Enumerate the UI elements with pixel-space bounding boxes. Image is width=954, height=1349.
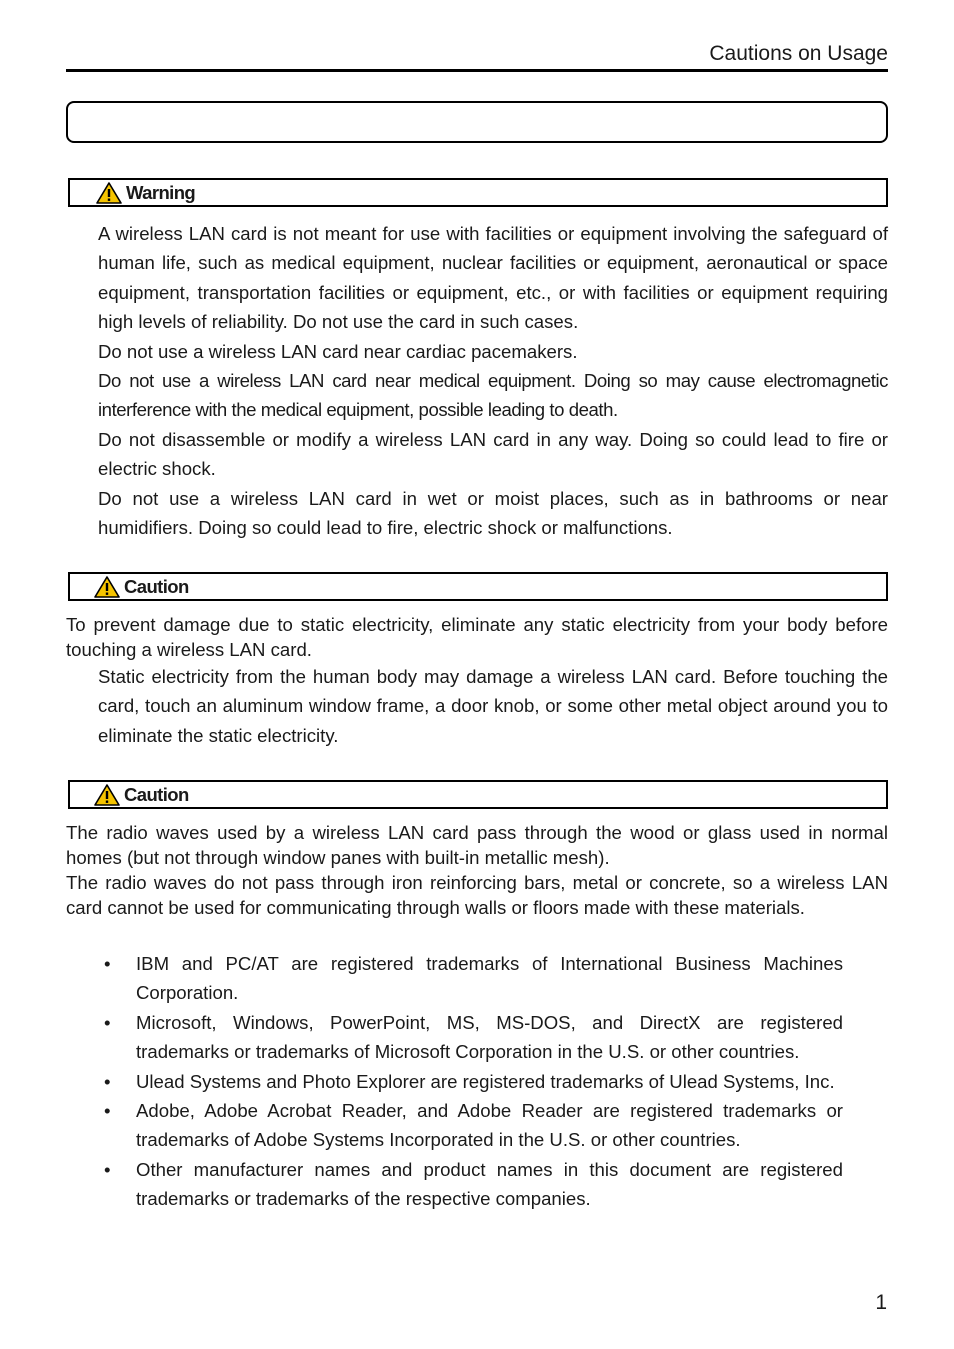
bullet: • — [104, 1100, 111, 1122]
bullet: • — [104, 1158, 111, 1180]
warning-heading — [96, 182, 195, 204]
warning-paragraph: Do not use a wireless LAN card near medical equipment. Doing so may cause electromagnetic interference with the medical equipment, possible leading to death. — [98, 370, 888, 421]
bullet: • — [104, 1070, 111, 1092]
bullet: • — [104, 1011, 111, 1033]
list-item — [100, 1096, 843, 1155]
caution-static-detail — [98, 662, 888, 750]
list-item — [100, 1008, 843, 1067]
warning-paragraph: Do not use a wireless LAN card near cardiac pacemakers. — [98, 340, 578, 362]
caution-heading — [94, 576, 189, 598]
trademark-text: IBM and PC/AT are registered trademarks of International Business Machines Corporation. — [136, 953, 843, 1004]
caution-bar — [68, 780, 888, 809]
warning-triangle-icon — [96, 182, 122, 204]
caution-radio-paragraph: The radio waves do not pass through iron reinforcing bars, metal or concrete, so a wireless LAN card cannot be used for communicating through walls or floors made with these materials. — [66, 872, 888, 918]
page-number: 1 — [875, 1291, 887, 1314]
trademark-text: Adobe, Adobe Acrobat Reader, and Adobe Reader are registered trademarks or trademarks of Adobe Systems Incorporated in the U.S. or other countries. — [136, 1100, 843, 1151]
warning-paragraph: Do not disassemble or modify a wireless LAN card in any way. Doing so could lead to fire or electric shock. — [98, 428, 888, 480]
caution-label: Caution — [124, 576, 189, 597]
caution-radio-paragraph: The radio waves used by a wireless LAN card pass through the wood or glass used in normal homes (but not through window panes with built-in metallic mesh). — [66, 822, 888, 868]
bullet: • — [104, 953, 111, 974]
warning-label: Warning — [126, 182, 196, 203]
trademark-list — [100, 949, 843, 1214]
header-rule — [66, 69, 888, 72]
warning-triangle-icon — [94, 784, 120, 806]
caution-heading — [94, 784, 189, 806]
section-title-box — [66, 101, 888, 143]
trademark-text: Ulead Systems and Photo Explorer are registered trademarks of Ulead Systems, Inc. — [136, 1070, 835, 1092]
warning-paragraph: A wireless LAN card is not meant for use with facilities or equipment involving the safeguard of human life, such as medical equipment, nuclear facilities or equipment, aeronautical or space equipment, transportation facilities or equipment, etc., or with facilities or equipment requiring high levels of reliability. Do not use the card in such cases. — [98, 223, 888, 333]
caution-radio-body — [66, 820, 888, 920]
caution-bar — [68, 572, 888, 601]
caution-static-detail-text: Static electricity from the human body may damage a wireless LAN card. Before touching the card, touch an aluminum window frame, a door knob, or some other metal object around you to eliminate the static electricity. — [98, 666, 888, 746]
warning-triangle-icon — [94, 576, 120, 598]
warning-bar — [68, 178, 888, 207]
trademark-text: Microsoft, Windows, PowerPoint, MS, MS-DOS, and DirectX are registered trademarks or trademarks of Microsoft Corporation in the U.S. or other countries. — [136, 1011, 843, 1063]
list-item — [100, 1155, 843, 1214]
page-header-title: Cautions on Usage — [709, 42, 888, 65]
warning-paragraph: Do not use a wireless LAN card in wet or moist places, such as in bathrooms or near humidifiers. Doing so could lead to fire, electric shock or malfunctions. — [98, 487, 888, 539]
caution-label: Caution — [124, 784, 189, 805]
warning-body — [98, 219, 888, 542]
caution-static-intro — [66, 612, 888, 662]
trademark-text: Other manufacturer names and product names in this document are registered trademarks or trademarks of the respective companies. — [136, 1158, 843, 1210]
caution-static-intro-text: To prevent damage due to static electricity, eliminate any static electricity from your body before touching a wireless LAN card. — [66, 614, 888, 660]
list-item — [100, 949, 843, 1008]
list-item — [100, 1067, 843, 1096]
